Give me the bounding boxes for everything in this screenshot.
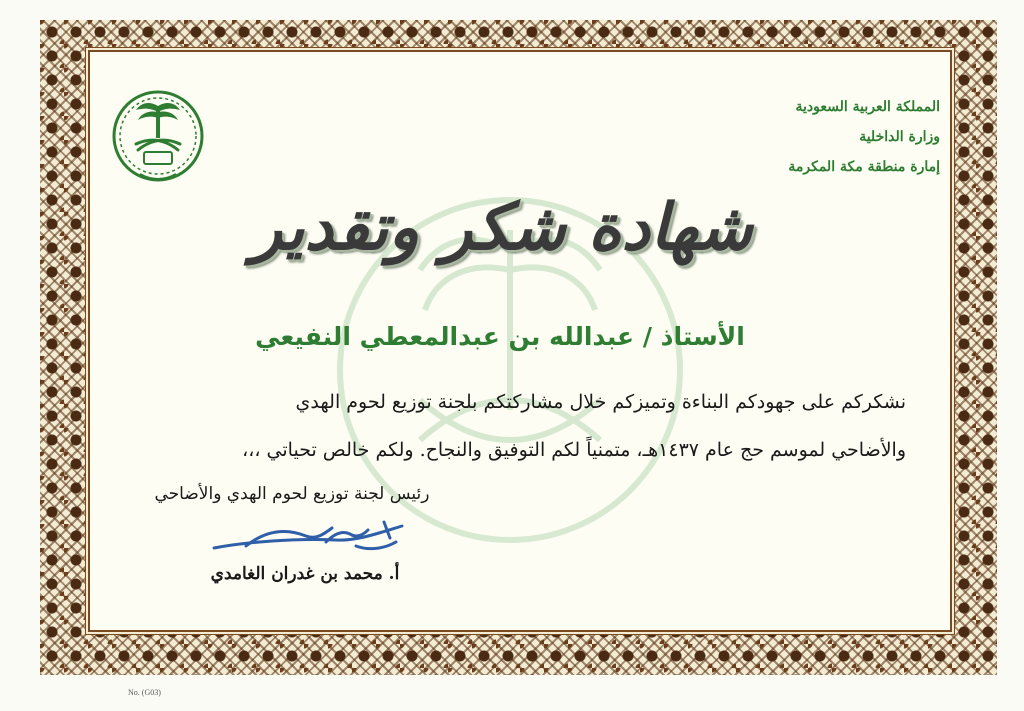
signatory-name: أ. محمد بن غدران الغامدي bbox=[210, 564, 400, 584]
serial-number: No. (G03) bbox=[128, 688, 161, 697]
issuer-ministry: وزارة الداخلية bbox=[859, 129, 940, 145]
issuer-country: المملكة العربية السعودية bbox=[795, 99, 940, 115]
recipient-name: الأستاذ / عبدالله بن عبدالمعطي النفيعي bbox=[255, 322, 745, 351]
signatory-title: رئيس لجنة توزيع لحوم الهدي والأضاحي bbox=[154, 484, 430, 504]
saudi-palm-swords-emblem-icon bbox=[110, 84, 206, 190]
body-line-2: والأضاحي لموسم حج عام ١٤٣٧هـ، متمنياً لكم التوفيق والنجاح. ولكم خالص تحياتي ،،، bbox=[242, 439, 906, 461]
body-line-1: نشكركم على جهودكم البناءة وتميزكم خلال مشاركتكم بلجنة توزيع لحوم الهدي bbox=[295, 391, 906, 413]
issuer-emirate: إمارة منطقة مكة المكرمة bbox=[788, 159, 940, 175]
handwritten-signature-icon bbox=[206, 512, 416, 562]
issuer-header bbox=[720, 92, 940, 182]
certificate-title: شهادة شكر وتقدير bbox=[251, 190, 753, 265]
certificate-body bbox=[116, 378, 906, 474]
